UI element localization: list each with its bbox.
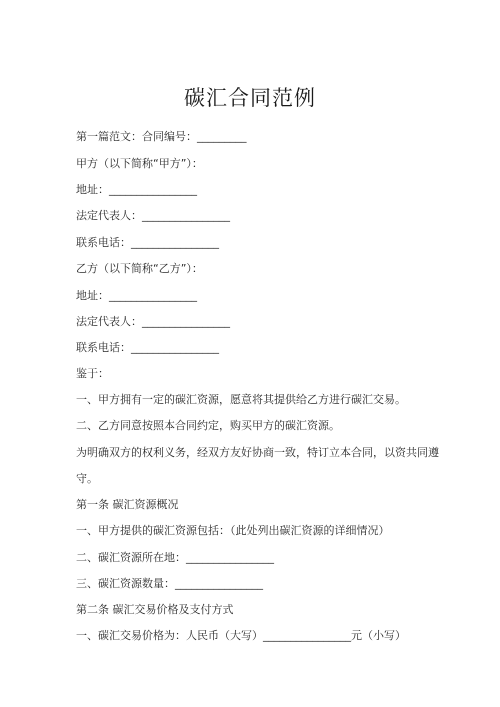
whereas-clause-1: 一、甲方拥有一定的碳汇资源，愿意将其提供给乙方进行碳汇交易。 [76,393,406,406]
party-a-legal-rep: 法定代表人：________________ [76,209,230,222]
party-a-heading: 甲方（以下简称“甲方”）： [76,157,203,170]
contract-number-line: 第一篇范文：合同编号：_________ [76,130,247,143]
whereas-heading: 鉴于： [76,367,109,380]
party-b-phone: 联系电话：________________ [76,341,219,354]
article-1-clause-2: 二、碳汇资源所在地：________________ [76,551,274,564]
whereas-clause-2: 二、乙方同意按照本合同约定，购买甲方的碳汇资源。 [76,419,340,432]
party-a-address: 地址：________________ [76,183,197,196]
document-title: 碳汇合同范例 [184,86,316,110]
party-b-legal-rep: 法定代表人：________________ [76,315,230,328]
article-2-clause-1: 一、碳汇交易价格为：人民币（大写）________________元（小写） [76,629,406,642]
party-b-heading: 乙方（以下简称“乙方”）： [76,262,203,275]
article-2-heading: 第二条 碳汇交易价格及支付方式 [76,603,234,616]
purpose-paragraph-line-1: 为明确双方的权利义务，经双方友好协商一致，特订立本合同，以资共同遵 [76,446,439,459]
article-1-clause-3: 三、碳汇资源数量：________________ [76,577,263,590]
article-1-heading: 第一条 碳汇资源概况 [76,498,179,511]
article-1-clause-1: 一、甲方提供的碳汇资源包括：（此处列出碳汇资源的详细情况） [76,524,390,537]
party-b-address: 地址：________________ [76,289,197,302]
party-a-phone: 联系电话：________________ [76,236,219,249]
purpose-paragraph-line-2: 守。 [76,472,98,485]
